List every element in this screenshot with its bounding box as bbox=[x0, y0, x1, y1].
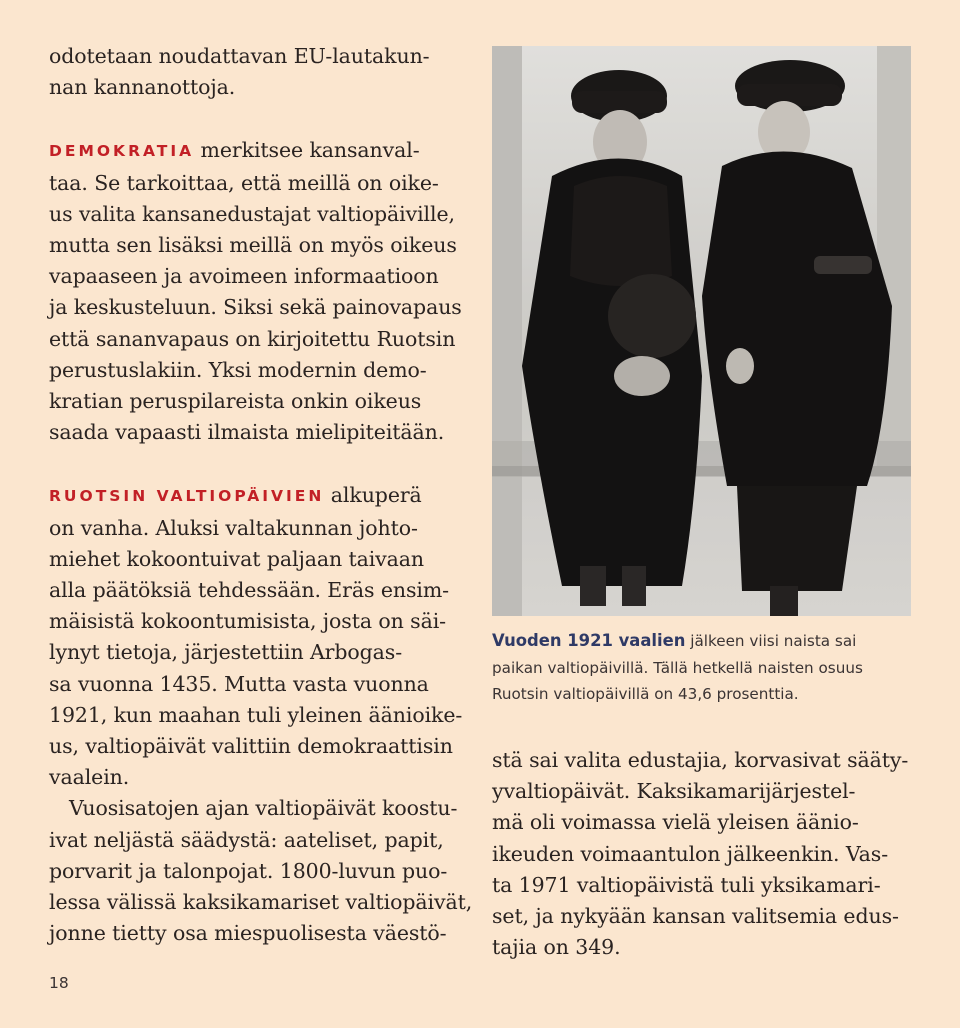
text-line: taa. Se tarkoittaa, että meillä on oike- bbox=[49, 170, 439, 195]
text-line: saada vapaasti ilmaista mielipiteitään. bbox=[49, 420, 445, 445]
text-fragment: alkuperä bbox=[324, 483, 422, 508]
text-line: sa vuonna 1435. Mutta vasta vuonna bbox=[49, 671, 429, 696]
text-line: mäisistä kokoontumisista, josta on säi- bbox=[49, 609, 446, 634]
text-line: us, valtiopäivät valittiin demokraattisin bbox=[49, 734, 453, 759]
caption-line: Ruotsin valtiopäivillä on 43,6 prosenttia. bbox=[492, 685, 799, 703]
text-line: tajia on 349. bbox=[492, 935, 621, 960]
caption-lead: Vuoden 1921 vaalien bbox=[492, 631, 686, 650]
text-line: on vanha. Aluksi valtakunnan johto- bbox=[49, 515, 418, 540]
text-line: lessa välissä kaksikamariset valtiopäivät, bbox=[49, 890, 473, 915]
text-line: yvaltiopäivät. Kaksikamarijärjestel- bbox=[492, 779, 856, 804]
keyword-parliament: RUOTSIN VALTIOPÄIVIEN bbox=[49, 487, 325, 506]
text-line: mä oli voimassa vielä yleisen äänio- bbox=[492, 810, 859, 835]
photo-caption bbox=[492, 628, 912, 708]
caption-line bbox=[492, 628, 912, 655]
right-column bbox=[492, 745, 912, 963]
historical-photo bbox=[492, 46, 911, 616]
paragraph-intro bbox=[49, 41, 469, 103]
text-line: ikeuden voimaantulon jälkeenkin. Vas- bbox=[492, 841, 889, 866]
text-line: vapaaseen ja avoimeen informaatioon bbox=[49, 264, 439, 289]
text-line: perustuslakiin. Yksi modernin demo- bbox=[49, 357, 427, 382]
text-line: porvarit ja talonpojat. 1800-luvun puo- bbox=[49, 858, 448, 883]
text-line bbox=[49, 135, 469, 167]
text-line: ivat neljästä säädystä: aateliset, papit, bbox=[49, 827, 444, 852]
keyword-democracy: DEMOKRATIA bbox=[49, 142, 195, 161]
paragraph-democracy bbox=[49, 135, 469, 448]
text-line bbox=[49, 480, 469, 512]
text-line: odotetaan noudattavan EU-lautakun- bbox=[49, 44, 430, 68]
text-line: että sananvapaus on kirjoitettu Ruotsin bbox=[49, 326, 456, 351]
text-line: mutta sen lisäksi meillä on myös oikeus bbox=[49, 233, 457, 258]
text-line: ja keskusteluun. Siksi sekä painovapaus bbox=[49, 295, 462, 320]
text-line: nan kannanottoja. bbox=[49, 75, 236, 100]
text-line: 1921, kun maahan tuli yleinen äänioike- bbox=[49, 702, 463, 727]
text-line: stä sai valita edustajia, korvasivat sääty- bbox=[492, 748, 909, 772]
text-line: Vuosisatojen ajan valtiopäivät koostu- bbox=[69, 796, 458, 821]
text-line: miehet kokoontuivat paljaan taivaan bbox=[49, 546, 425, 571]
paragraph-estates bbox=[49, 793, 473, 949]
paragraph-parliament-origin bbox=[49, 480, 469, 793]
text-line: lynyt tietoja, järjestettiin Arbogas- bbox=[49, 640, 403, 665]
text-line: us valita kansanedustajat valtiopäiville, bbox=[49, 201, 455, 226]
text-line: vaalein. bbox=[49, 765, 130, 790]
caption-line: paikan valtiopäivillä. Tällä hetkellä naisten osuus bbox=[492, 658, 863, 677]
page-number: 18 bbox=[49, 974, 69, 992]
text-line: set, ja nykyään kansan valitsemia edus- bbox=[492, 904, 899, 929]
caption-fragment: jälkeen viisi naista sai bbox=[685, 632, 857, 650]
text-line: ta 1971 valtiopäivistä tuli yksikamari- bbox=[492, 872, 881, 897]
text-line: jonne tietty osa miespuolisesta väestö- bbox=[49, 921, 447, 946]
text-fragment: merkitsee kansanval- bbox=[194, 138, 420, 163]
text-line: alla päätöksiä tehdessään. Eräs ensim- bbox=[49, 578, 450, 603]
text-line: kratian peruspilareista onkin oikeus bbox=[49, 389, 422, 414]
left-column bbox=[49, 41, 473, 949]
